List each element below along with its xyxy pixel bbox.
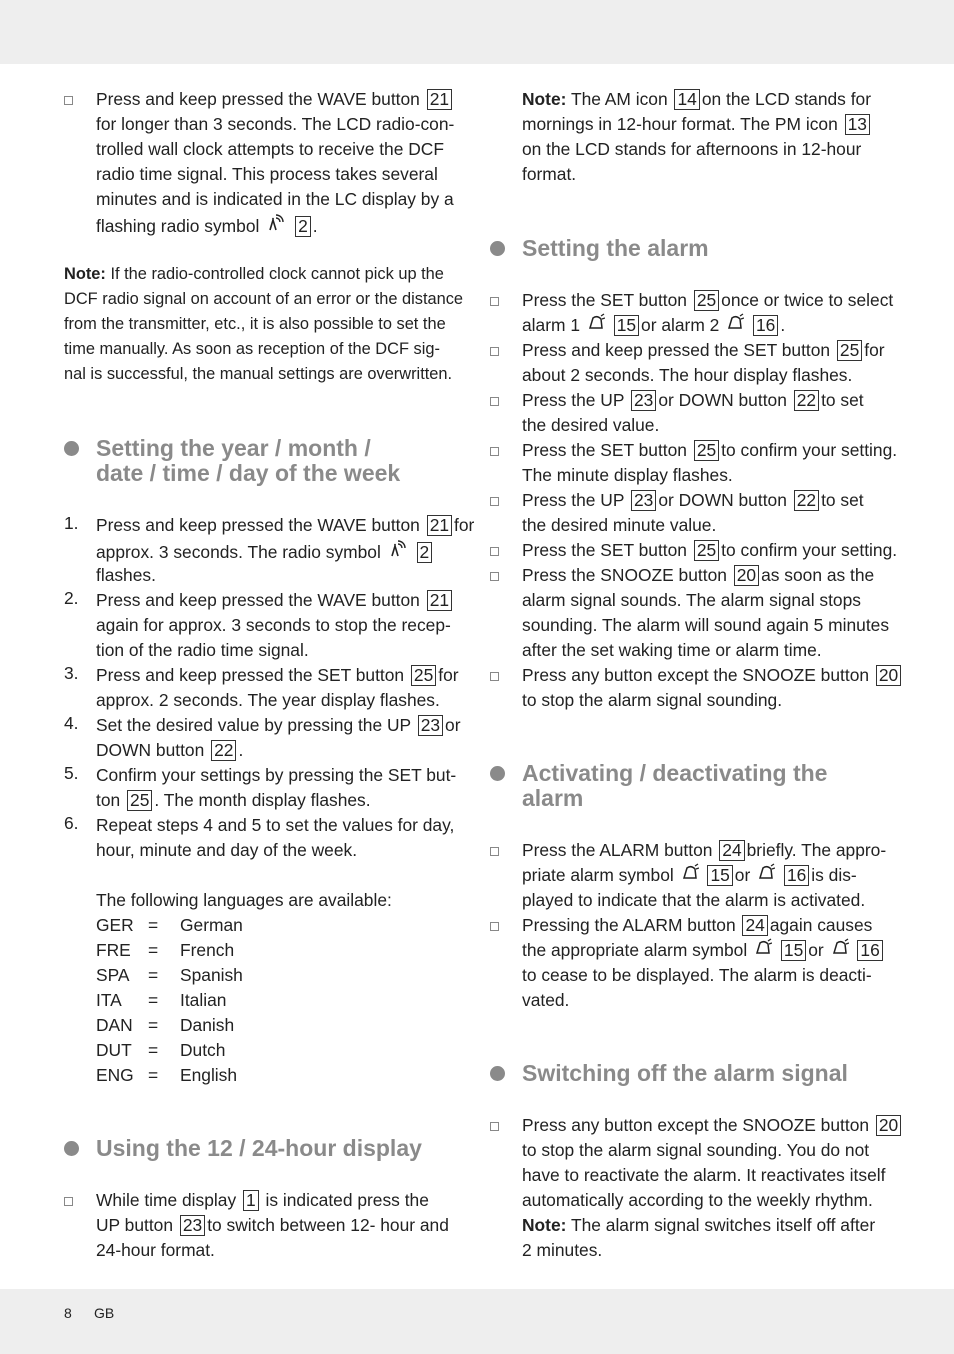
language-code: GB bbox=[94, 1305, 115, 1321]
section-heading: Switching off the alarm signal bbox=[522, 1060, 848, 1086]
language-row: SPA = Spanish bbox=[96, 965, 243, 985]
ref-box: 23 bbox=[418, 715, 443, 736]
square-bullet-icon bbox=[490, 447, 499, 456]
square-bullet-icon bbox=[490, 347, 499, 356]
ref-box: 24 bbox=[719, 840, 744, 861]
ref-box: 23 bbox=[180, 1215, 205, 1236]
ref-box: 25 bbox=[694, 290, 719, 311]
ref-box: 23 bbox=[631, 490, 656, 511]
ref-box: 16 bbox=[857, 940, 882, 961]
square-bullet-icon bbox=[490, 547, 499, 556]
square-bullet-icon bbox=[490, 297, 499, 306]
ref-box: 25 bbox=[127, 790, 152, 811]
ref-box: 14 bbox=[674, 89, 699, 110]
radio-signal-icon bbox=[388, 538, 408, 558]
alarm-bell-icon bbox=[757, 863, 775, 881]
language-row: DUT = Dutch bbox=[96, 1040, 226, 1060]
heading-bullet-icon bbox=[490, 766, 505, 781]
ref-box: 1 bbox=[243, 1190, 259, 1211]
square-bullet-icon bbox=[490, 1122, 499, 1131]
heading-bullet-icon bbox=[490, 241, 505, 256]
heading-bullet-icon bbox=[64, 1141, 79, 1156]
ref-box: 15 bbox=[707, 865, 732, 886]
square-bullet-icon bbox=[490, 397, 499, 406]
alarm-bell-icon bbox=[587, 313, 605, 331]
ref-box: 16 bbox=[753, 315, 778, 336]
ref-box: 13 bbox=[845, 114, 870, 135]
heading-bullet-icon bbox=[490, 1066, 505, 1081]
ref-box: 15 bbox=[614, 315, 639, 336]
alarm-bell-icon bbox=[831, 938, 849, 956]
languages-intro: The following languages are available: bbox=[96, 890, 392, 910]
ref-box: 22 bbox=[211, 740, 236, 761]
section-heading: Using the 12 / 24-hour display bbox=[96, 1135, 422, 1161]
section-heading: Activating / deactivating the bbox=[522, 760, 828, 786]
alarm-bell-icon bbox=[681, 863, 699, 881]
ref-box: 15 bbox=[781, 940, 806, 961]
ref-box: 20 bbox=[876, 665, 901, 686]
ref-box: 20 bbox=[876, 1115, 901, 1136]
language-row: DAN = Danish bbox=[96, 1015, 235, 1035]
ref-box: 20 bbox=[734, 565, 759, 586]
language-row: ENG = English bbox=[96, 1065, 238, 1085]
square-bullet-icon bbox=[64, 1197, 73, 1206]
language-row: FRE = French bbox=[96, 940, 235, 960]
ref-box: 21 bbox=[427, 89, 452, 110]
language-row: GER = German bbox=[96, 915, 243, 935]
ref-box: 2 bbox=[295, 216, 311, 237]
section-heading: date / time / day of the week bbox=[96, 460, 401, 486]
section-heading: alarm bbox=[522, 785, 584, 811]
square-bullet-icon bbox=[64, 96, 73, 105]
heading-bullet-icon bbox=[64, 441, 79, 456]
alarm-bell-icon bbox=[726, 313, 744, 331]
ref-box: 25 bbox=[411, 665, 436, 686]
ref-box: 24 bbox=[742, 915, 767, 936]
ref-box: 23 bbox=[631, 390, 656, 411]
square-bullet-icon bbox=[490, 847, 499, 856]
ref-box: 25 bbox=[694, 540, 719, 561]
ref-box: 25 bbox=[694, 440, 719, 461]
ref-box: 21 bbox=[427, 515, 452, 536]
ref-box: 25 bbox=[837, 340, 862, 361]
section-heading: Setting the alarm bbox=[522, 235, 709, 261]
page-header-band bbox=[0, 0, 954, 64]
ref-box: 22 bbox=[794, 490, 819, 511]
ref-box: 22 bbox=[794, 390, 819, 411]
square-bullet-icon bbox=[490, 497, 499, 506]
ref-box: 2 bbox=[417, 542, 433, 563]
alarm-bell-icon bbox=[754, 938, 772, 956]
section-heading: Setting the year / month / bbox=[96, 435, 371, 461]
radio-signal-icon bbox=[266, 212, 286, 232]
square-bullet-icon bbox=[490, 922, 499, 931]
language-row: ITA = Italian bbox=[96, 990, 227, 1010]
ref-box: 16 bbox=[784, 865, 809, 886]
square-bullet-icon bbox=[490, 672, 499, 681]
page-footer-band bbox=[0, 1289, 954, 1354]
square-bullet-icon bbox=[490, 572, 499, 581]
ref-box: 21 bbox=[427, 590, 452, 611]
page-number: 8 bbox=[64, 1305, 72, 1321]
